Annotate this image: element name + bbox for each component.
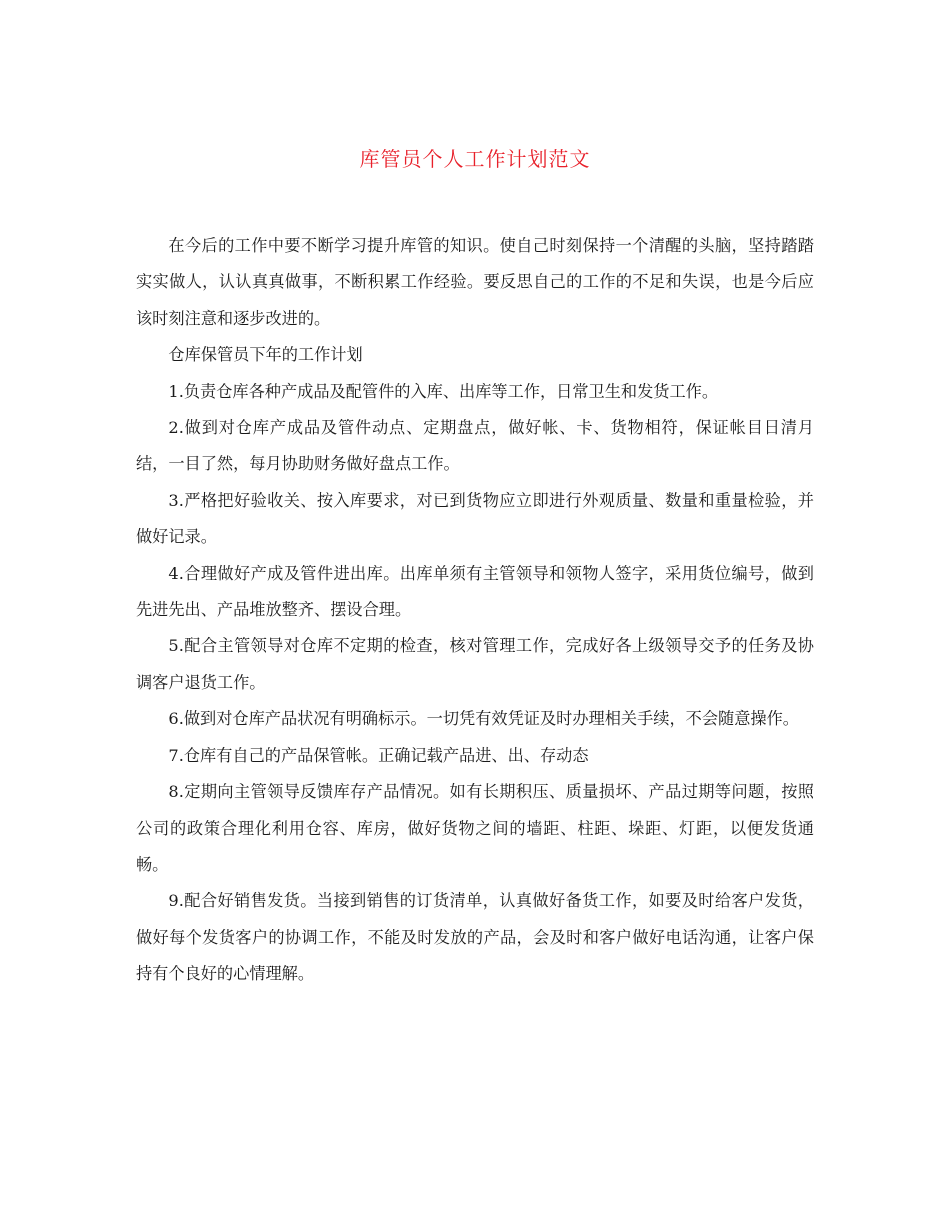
list-item-7: 7.仓库有自己的产品保管帐。正确记载产品进、出、存动态 bbox=[168, 745, 589, 765]
list-item-6: 6.做到对仓库产品状况有明确标示。一切凭有效凭证及时办理相关手续，不会随意操作。 bbox=[168, 709, 799, 729]
list-item-3: 3.严格把好验收关、按入库要求，对已到货物应立即进行外观质量、数量和重量检验，并做好记录。 bbox=[136, 490, 814, 547]
list-item-9: 9.配合好销售发货。当接到销售的订货清单，认真做好备货工作，如要及时给客户发货，做好每个发货客户的协调工作，不能及时发放的产品，会及时和客户做好电话沟通，让客户保持有个良好的心情理解。 bbox=[136, 891, 814, 984]
list-item-4: 4.合理做好产成及管件进出库。出库单须有主管领导和领物人签字，采用货位编号，做到先进先出、产品堆放整齐、摆设合理。 bbox=[136, 563, 814, 620]
list-item-1: 1.负责仓库各种产成品及配管件的入库、出库等工作，日常卫生和发货工作。 bbox=[168, 381, 719, 401]
list-item-5: 5.配合主管领导对仓库不定期的检查，核对管理工作，完成好各上级领导交予的任务及协调客户退货工作。 bbox=[136, 636, 814, 692]
list-item-8: 8.定期向主管领导反馈库存产品情况。如有长期积压、质量损坏、产品过期等问题，按照公司的政策合理化利用仓容、库房，做好货物之间的墙距、柱距、垛距、灯距，以便发货通畅。 bbox=[136, 782, 814, 874]
document-title: 库管员个人工作计划范文 bbox=[359, 147, 591, 171]
section-heading: 仓库保管员下年的工作计划 bbox=[168, 345, 363, 365]
list-item-2: 2.做到对仓库产成品及管件动点、定期盘点，做好帐、卡、货物相符，保证帐目日清月结，一目了然，每月协助财务做好盘点工作。 bbox=[136, 418, 814, 474]
document-body bbox=[136, 228, 814, 993]
paragraph-intro: 在今后的工作中要不断学习提升库管的知识。使自己时刻保持一个清醒的头脑，坚持踏踏实实做人，认认真真做事，不断积累工作经验。要反思自己的工作的不足和失误，也是今后应该时刻注意和逐步改进的。 bbox=[136, 236, 814, 328]
